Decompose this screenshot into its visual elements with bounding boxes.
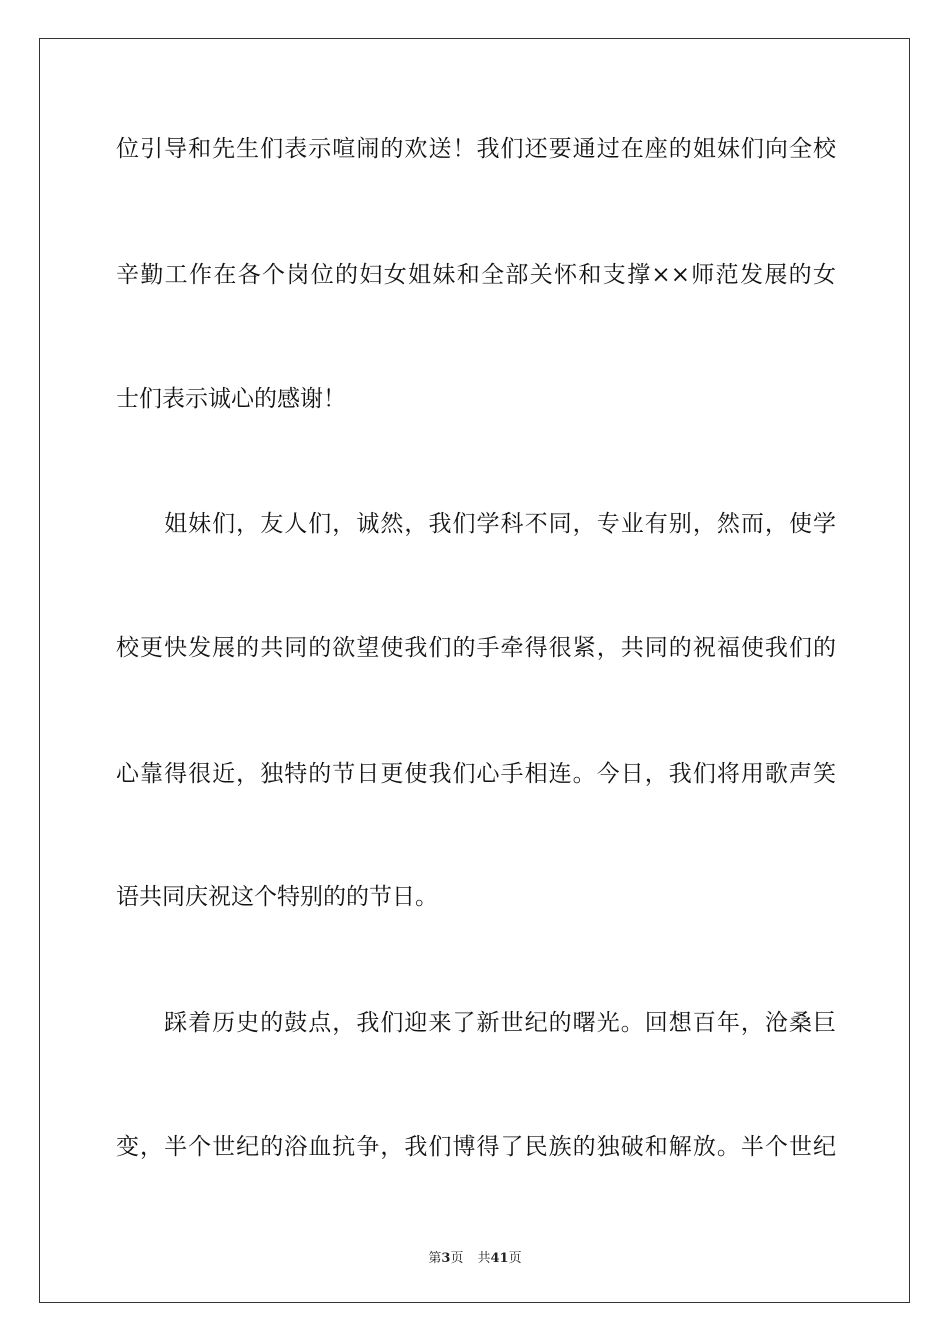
footer-total-prefix: 共 [477,1251,491,1266]
text-line-7: 语共同庆祝这个特别的的节日。 [116,884,438,910]
text-line-6: 心靠得很近，独特的节日更使我们心手相连。今日，我们将用歌声笑 [116,761,836,787]
text-line-1: 位引导和先生们表示喧闹的欢送！我们还要通过在座的姐妹们向全校 [116,136,836,162]
text-line-5: 校更快发展的共同的欲望使我们的手牵得很紧，共同的祝福使我们的 [116,635,836,661]
page-footer [0,1247,950,1266]
footer-page-prefix: 第 [428,1251,442,1266]
text-line-9: 变，半个世纪的浴血抗争，我们博得了民族的独破和解放。半个世纪 [116,1134,836,1160]
footer-total-pages: 41 [490,1251,509,1266]
text-line-3: 士们表示诚心的感谢！ [116,386,346,412]
footer-total-suffix: 页 [508,1251,522,1266]
text-line-8: 踩着历史的鼓点，我们迎来了新世纪的曙光。回想百年，沧桑巨 [116,1010,836,1036]
page-border [39,38,910,1303]
text-line-2: 辛勤工作在各个岗位的妇女姐妹和全部关怀和支撑××师范发展的女 [116,262,836,288]
footer-page-suffix: 页 [450,1251,464,1266]
text-line-4: 姐妹们，友人们，诚然，我们学科不同，专业有别，然而，使学 [116,511,836,537]
footer-page-number: 3 [441,1251,451,1266]
